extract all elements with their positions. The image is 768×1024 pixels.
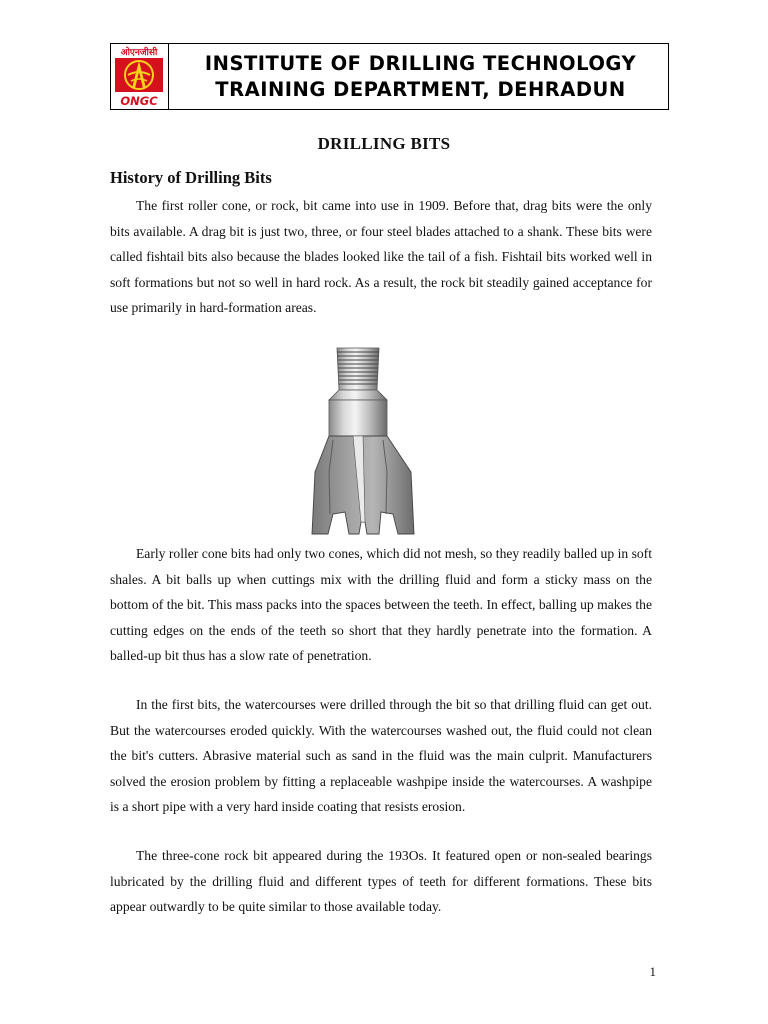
ongc-logo-graphic — [111, 44, 167, 109]
paragraph-2: Early roller cone bits had only two cones, which did not mesh, so they readily balled up in soft shales. A bit balls up when cuttings mix with the drilling fluid and form a sticky mass on the bottom of the bit. This mass packs into the spaces between the teeth. In effect, balling up makes the cutting edges on the ends of the teeth so short that they hardly penetrate into the formation. A balled-up bit thus has a slow rate of penetration. — [110, 546, 652, 664]
ongc-logo — [111, 44, 169, 109]
institute-name: INSTITUTE OF DRILLING TECHNOLOGY — [204, 51, 637, 75]
fishtail-bit-illustration — [293, 344, 433, 539]
section-heading: History of Drilling Bits — [110, 168, 272, 187]
department-name: TRAINING DEPARTMENT, DEHRADUN — [215, 77, 626, 101]
letterhead — [110, 43, 669, 110]
paragraph-3: In the first bits, the watercourses were drilled through the bit so that drilling fluid can get out. But the watercourses eroded quickly. With the watercourses washed out, the fluid could not clean the bit's cutters. Abrasive material such as sand in the fluid was the main culprit. Manufacturers solved the erosion problem by fitting a replaceable washpipe inside the watercourses. A washpipe is a short pipe with a very hard inside coating that resists erosion. — [110, 697, 652, 815]
paragraph-4: The three-cone rock bit appeared during the 193Os. It featured open or non-sealed bearings lubricated by the drilling fluid and different types of teeth for different formations. These bits appear outwardly to be quite similar to those available today. — [110, 848, 652, 915]
logo-ongc-text: ONGC — [120, 94, 158, 108]
document-title: DRILLING BITS — [317, 134, 451, 153]
paragraph-1: The first roller cone, or rock, bit came into use in 1909. Before that, drag bits were the only bits available. A drag bit is just two, three, or four steel blades attached to a shank. These bits were called fishtail bits also because the blades looked like the tail of a fish. Fishtail bits worked well in soft formations but not so well in hard rock. As a result, the rock bit steadily gained acceptance for use primarily in hard-formation areas. — [110, 198, 652, 316]
page-number: 1 — [649, 964, 656, 979]
logo-hindi-text: ओएनजीसी — [120, 48, 158, 58]
letterhead-titles — [169, 44, 668, 109]
